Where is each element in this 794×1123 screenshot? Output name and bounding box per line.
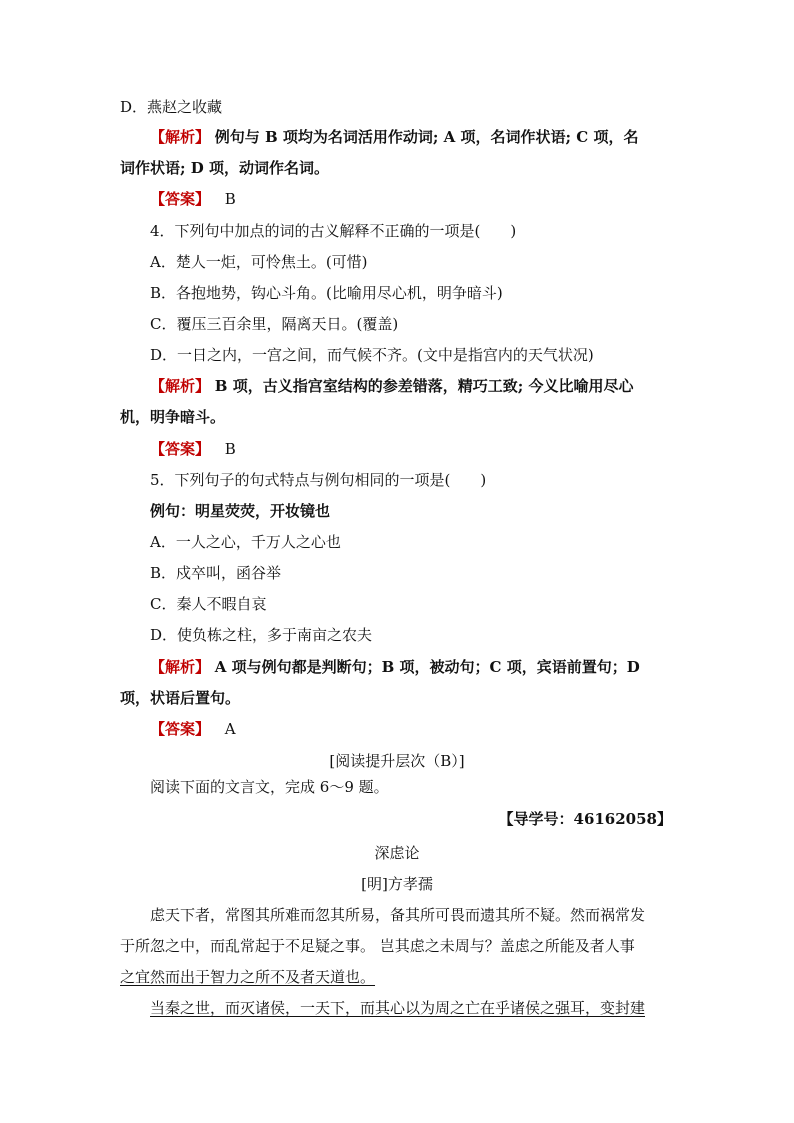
q5-example: 例句：明星荧荧，开妆镜也 (150, 502, 331, 520)
q4-option-d: D．一日之内，一宫之间，而气候不齐。(文中是指宫内的天气状况) (150, 346, 594, 364)
analysis-tag: 【解析】 (150, 128, 211, 146)
paragraph-2-line-1: 当秦之世，而灭诸侯，一天下，而其心以为周之亡在乎诸侯之强耳，变封建 (150, 999, 646, 1017)
q5-option-b: B．戍卒叫，函谷举 (150, 564, 282, 582)
q4-option-b: B．各抱地势，钩心斗角。(比喻用尽心机，明争暗斗) (150, 284, 503, 302)
paragraph-1-line-2: 于所忽之中，而乱常起于不足疑之事。 岂其虑之未周与？盖虑之所能及者人事 (120, 937, 635, 955)
q3-option-d: D．燕赵之收藏 (120, 98, 223, 116)
q5-option-c: C．秦人不暇自哀 (150, 595, 267, 613)
answer-tag: 【答案】 (150, 440, 211, 458)
q5-analysis-line-2: 项，状语后置句。 (120, 689, 241, 707)
q5-option-d: D．使负栋之柱，多于南亩之农夫 (150, 626, 373, 644)
answer-tag: 【答案】 (150, 190, 211, 208)
q5-option-a: A．一人之心，千万人之心也 (150, 533, 341, 551)
reading-instruction: 阅读下面的文言文，完成 6～9 题。 (150, 778, 389, 796)
section-title: [阅读提升层次（B）] (329, 752, 465, 770)
q4-stem: 4．下列句中加点的词的古义解释不正确的一项是( ) (150, 222, 517, 240)
essay-author: [明]方孝孺 (361, 875, 433, 893)
answer-value: A (224, 720, 236, 738)
q3-analysis-line-2: 词作状语; D 项，动词作名词。 (120, 159, 329, 177)
q4-answer (150, 438, 236, 460)
q4-analysis-text: B 项，古义指宫室结构的参差错落，精巧工致; 今义比喻用尽心 (214, 377, 634, 395)
q4-analysis-line-1 (150, 375, 633, 397)
q4-option-a: A．楚人一炬，可怜焦土。(可惜) (150, 253, 368, 271)
paragraph-1-line-3: 之宜然而出于智力之所不及者天道也。 (120, 968, 376, 986)
q3-analysis-line-1 (150, 126, 638, 148)
q3-answer (150, 188, 236, 210)
answer-value: B (224, 190, 236, 208)
q3-analysis-text: 例句与 B 项均为名词活用作动词; A 项，名词作状语; C 项，名 (214, 128, 639, 146)
q4-analysis-line-2: 机，明争暗斗。 (120, 408, 226, 426)
paragraph-1-line-1: 虑天下者，常图其所难而忽其所易，备其所可畏而遗其所不疑。然而祸常发 (150, 906, 646, 924)
q5-answer (150, 718, 236, 740)
answer-tag: 【答案】 (150, 720, 211, 738)
q5-analysis-line-1 (150, 656, 640, 678)
analysis-tag: 【解析】 (150, 377, 211, 395)
q5-stem: 5．下列句子的句式特点与例句相同的一项是( ) (150, 471, 487, 489)
essay-title: 深虑论 (374, 844, 420, 862)
guide-number: 【导学号：46162058】 (498, 810, 672, 828)
q4-option-c: C．覆压三百余里，隔离天日。(覆盖) (150, 315, 399, 333)
q5-analysis-text: A 项与例句都是判断句；B 项，被动句；C 项，宾语前置句；D (214, 658, 640, 676)
answer-value: B (224, 440, 236, 458)
analysis-tag: 【解析】 (150, 658, 211, 676)
